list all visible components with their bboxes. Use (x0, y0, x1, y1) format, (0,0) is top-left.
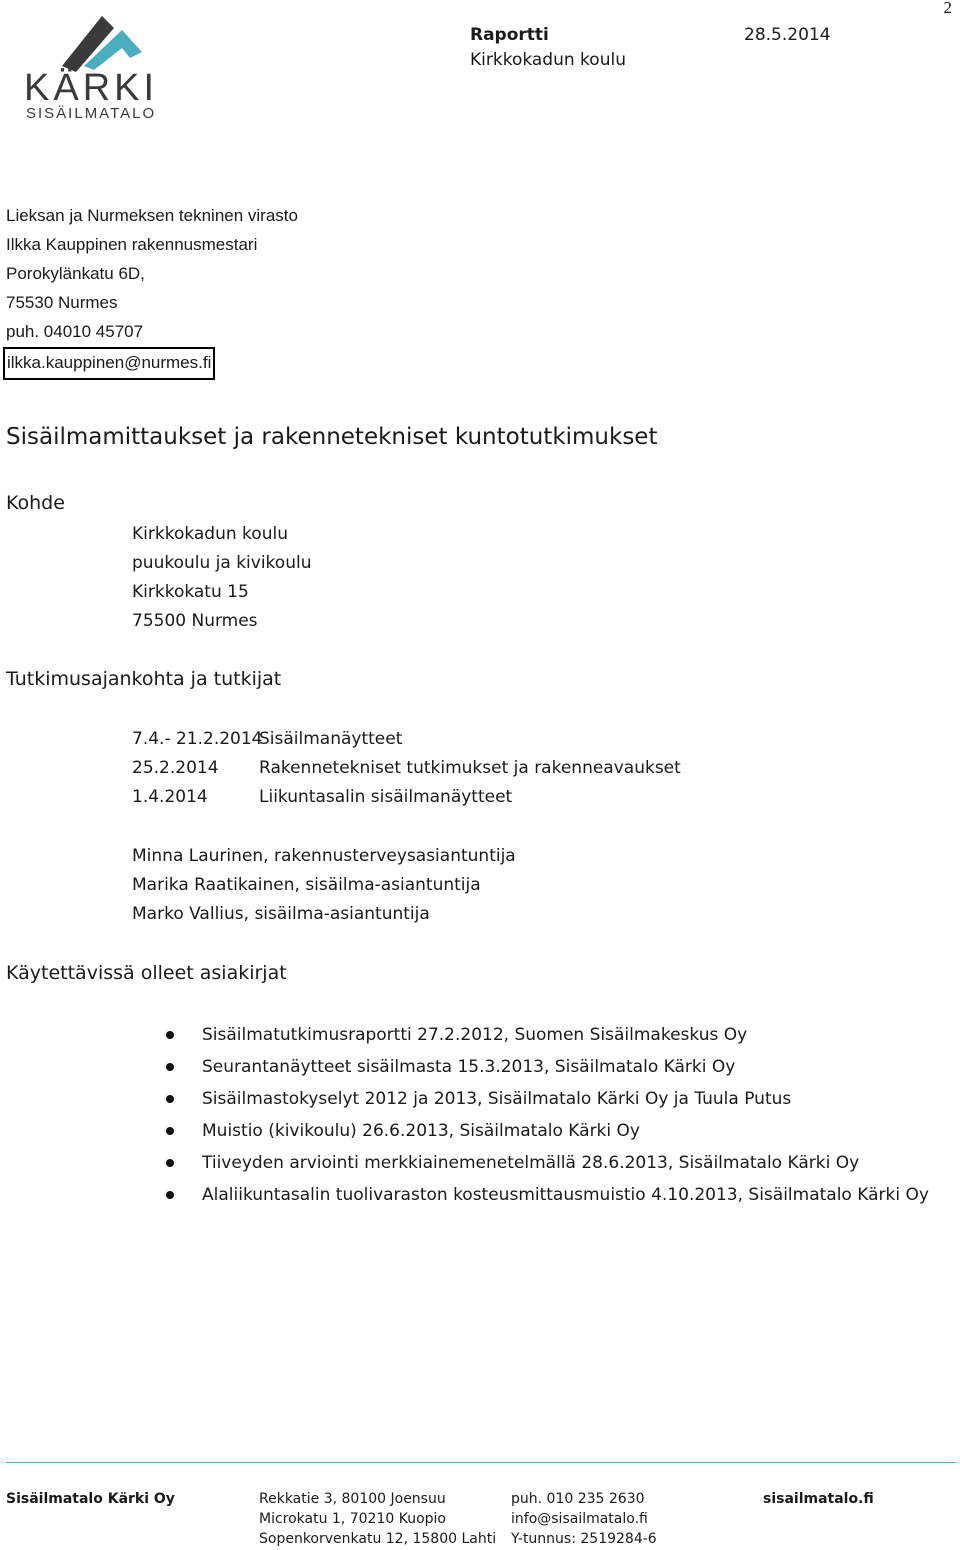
researcher-line: Marika Raatikainen, sisäilma-asiantuntija (132, 875, 481, 895)
list-item-text: Sisäilmastokyselyt 2012 ja 2013, Sisäilmatalo Kärki Oy ja Tuula Putus (202, 1089, 792, 1109)
footer-contact (511, 1489, 657, 1549)
footer-divider (6, 1462, 956, 1463)
schedule-date: 7.4.- 21.2.2014 (132, 729, 263, 749)
list-item (166, 1116, 929, 1148)
footer-addresses (259, 1489, 496, 1549)
address-line: puh. 04010 45707 (6, 322, 144, 341)
kohde-line: puukoulu ja kivikoulu (132, 553, 312, 573)
schedule-desc: Sisäilmanäytteet (259, 729, 403, 749)
asiakirjat-heading: Käytettävissä olleet asiakirjat (6, 962, 287, 984)
address-line: 75530 Nurmes (6, 293, 118, 312)
address-line: Porokylänkatu 6D, (6, 264, 145, 283)
list-item (166, 1020, 929, 1052)
bullet-icon (166, 1159, 174, 1167)
list-item (166, 1180, 929, 1212)
recipient-address (6, 201, 298, 346)
karki-logo (22, 12, 182, 122)
footer-website-link[interactable]: sisailmatalo.fi (763, 1491, 874, 1507)
logo-wordmark: KÄRKI (24, 67, 159, 109)
report-label: Raportti (470, 25, 549, 45)
kohde-line: Kirkkokadun koulu (132, 524, 288, 544)
address-line: Lieksan ja Nurmeksen tekninen virasto (6, 206, 298, 225)
kohde-line: 75500 Nurmes (132, 611, 258, 631)
list-item-text: Alaliikuntasalin tuolivaraston kosteusmittausmuistio 4.10.2013, Sisäilmatalo Kärki Oy (202, 1185, 929, 1205)
address-line: Ilkka Kauppinen rakennusmestari (6, 235, 258, 254)
bullet-icon (166, 1063, 174, 1071)
bullet-icon (166, 1095, 174, 1103)
kohde-heading: Kohde (6, 492, 65, 514)
roof-mark-icon (22, 12, 182, 122)
researcher-list (132, 842, 516, 929)
footer-business-id: Y-tunnus: 2519284-6 (511, 1531, 657, 1547)
schedule-desc: Liikuntasalin sisäilmanäytteet (259, 787, 513, 807)
page-number: 2 (943, 0, 952, 17)
schedule-date: 25.2.2014 (132, 758, 219, 778)
footer-email-link[interactable]: info@sisailmatalo.fi (511, 1511, 648, 1527)
list-item-text: Muistio (kivikoulu) 26.6.2013, Sisäilmatalo Kärki Oy (202, 1121, 640, 1141)
tutkimus-heading: Tutkimusajankohta ja tutkijat (6, 668, 282, 690)
list-item (166, 1148, 929, 1180)
footer-address-line: Microkatu 1, 70210 Kuopio (259, 1511, 446, 1527)
list-item (166, 1084, 929, 1116)
footer-phone: puh. 010 235 2630 (511, 1491, 645, 1507)
list-item-text: Seurantanäytteet sisäilmasta 15.3.2013, Sisäilmatalo Kärki Oy (202, 1057, 736, 1077)
recipient-email-link[interactable]: ilkka.kauppinen@nurmes.fi (3, 347, 215, 380)
bullet-icon (166, 1191, 174, 1199)
list-item-text: Tiiveyden arviointi merkkiainemenetelmällä 28.6.2013, Sisäilmatalo Kärki Oy (202, 1153, 860, 1173)
footer-address-line: Rekkatie 3, 80100 Joensuu (259, 1491, 446, 1507)
report-subject: Kirkkokadun koulu (470, 50, 626, 70)
schedule-desc: Rakennetekniset tutkimukset ja rakenneavaukset (259, 758, 681, 778)
footer-company: Sisäilmatalo Kärki Oy (6, 1491, 175, 1507)
logo-tagline: SISÄILMATALO (26, 105, 157, 122)
list-item-text: Sisäilmatutkimusraportti 27.2.2012, Suomen Sisäilmakeskus Oy (202, 1025, 748, 1045)
schedule-date: 1.4.2014 (132, 787, 208, 807)
kohde-line: Kirkkokatu 15 (132, 582, 249, 602)
report-date: 28.5.2014 (744, 25, 831, 45)
kohde-details (132, 520, 311, 636)
document-title: Sisäilmamittaukset ja rakennetekniset kuntotutkimukset (6, 424, 658, 450)
footer-address-line: Sopenkorvenkatu 12, 15800 Lahti (259, 1531, 497, 1547)
document-list (166, 1020, 929, 1212)
list-item (166, 1052, 929, 1084)
researcher-line: Minna Laurinen, rakennusterveysasiantuntija (132, 846, 516, 866)
bullet-icon (166, 1127, 174, 1135)
researcher-line: Marko Vallius, sisäilma-asiantuntija (132, 904, 430, 924)
bullet-icon (166, 1031, 174, 1039)
